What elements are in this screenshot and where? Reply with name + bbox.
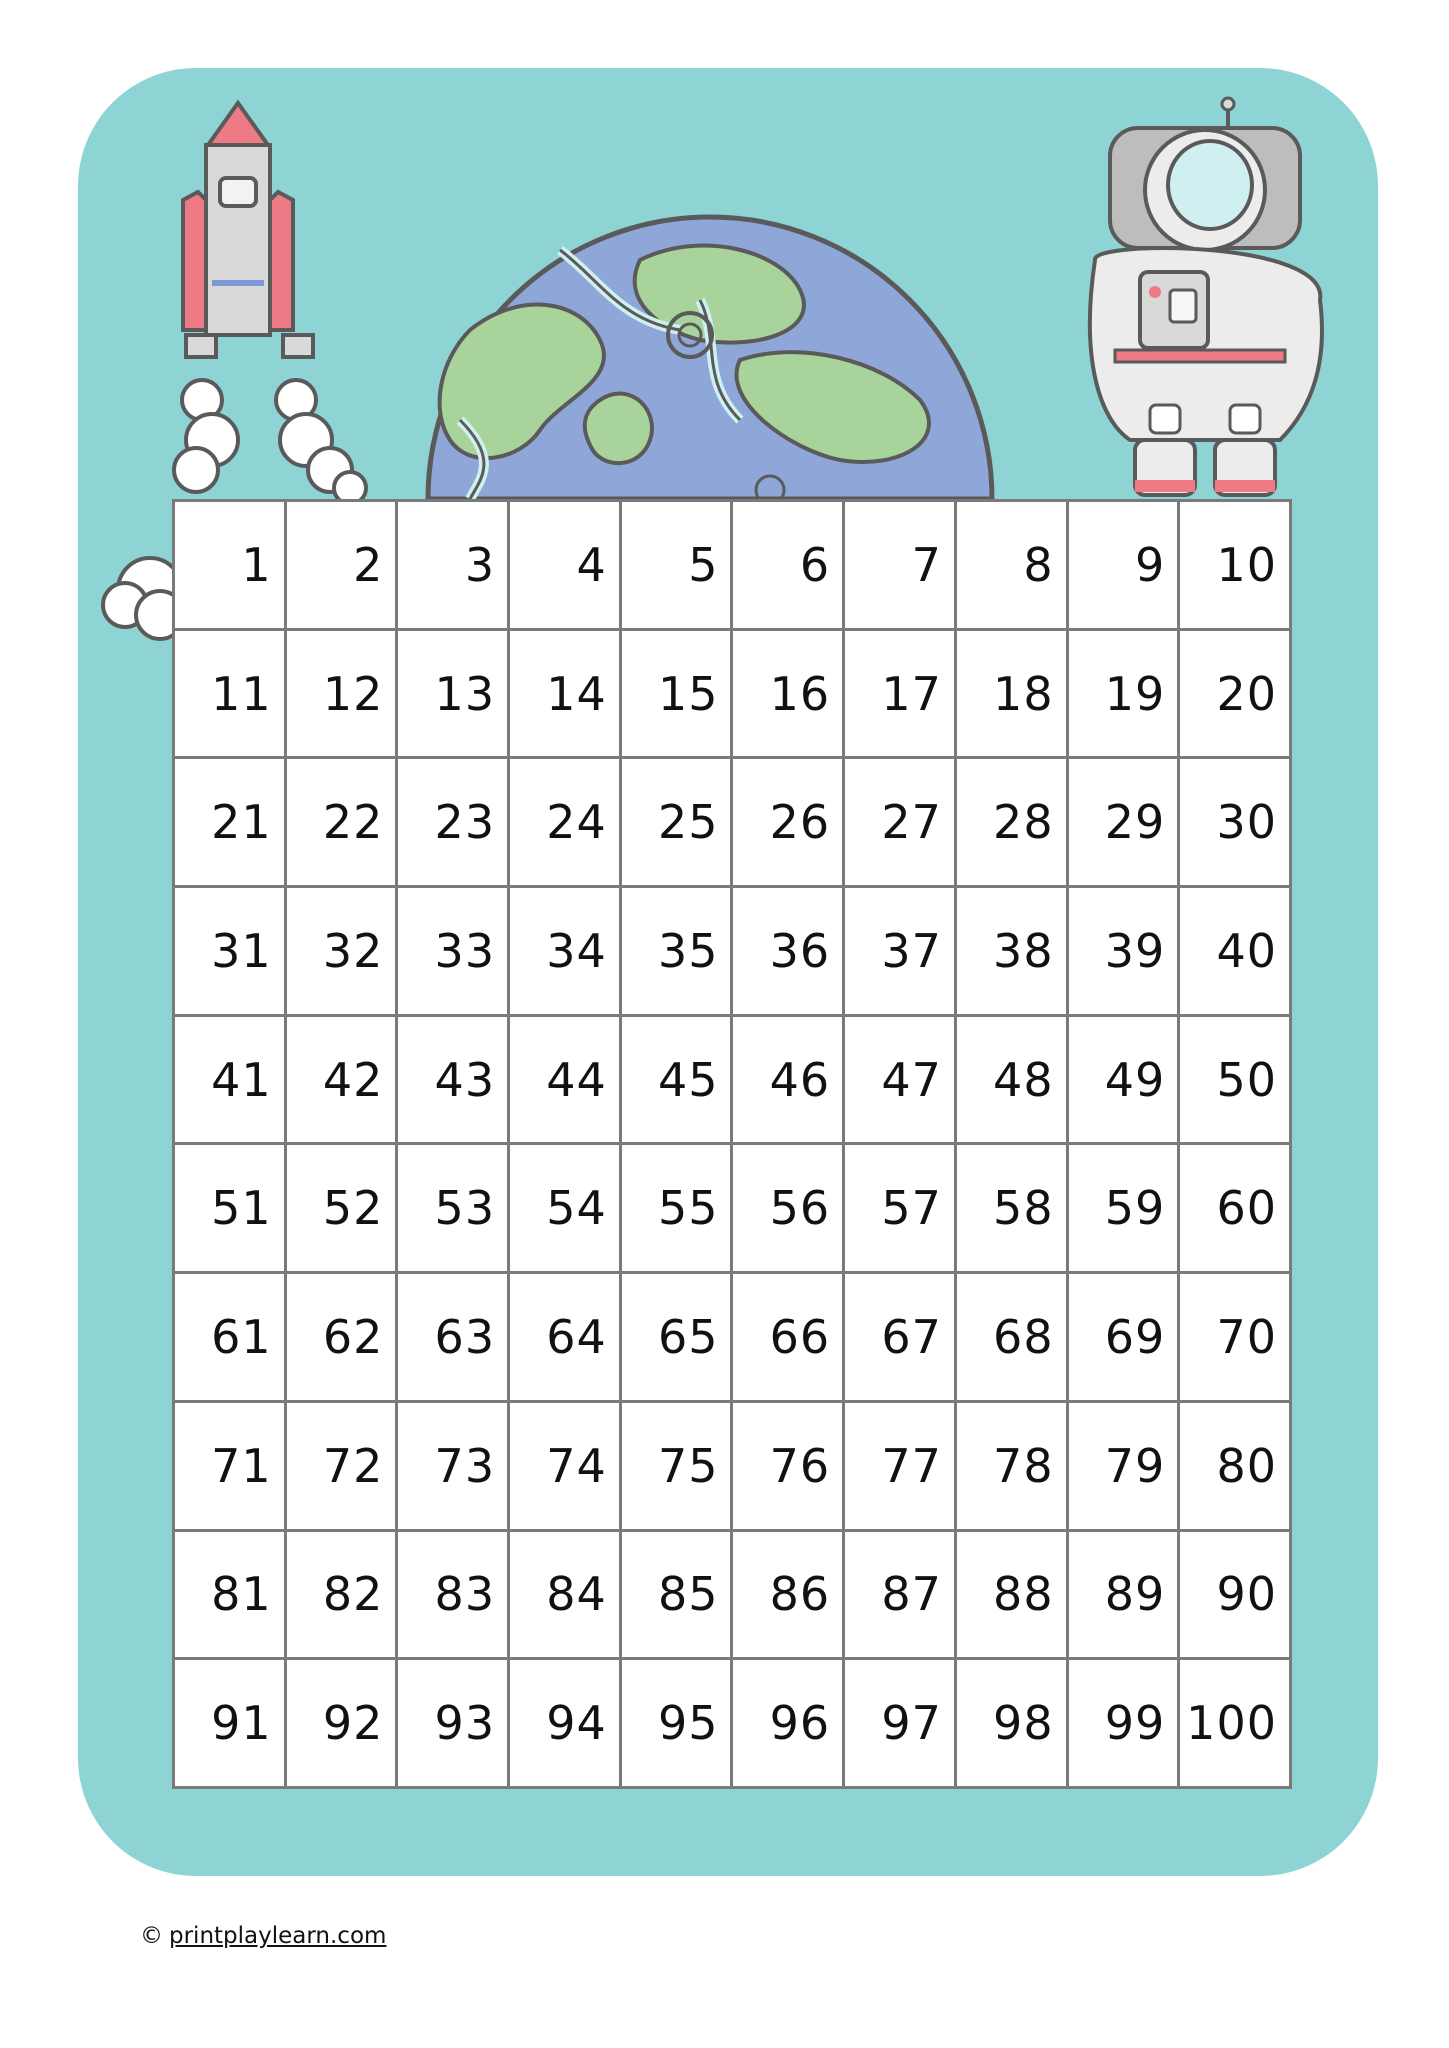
number-cell: 80	[1180, 1403, 1289, 1529]
number-cell: 70	[1180, 1274, 1289, 1400]
number-cell: 2	[287, 502, 396, 628]
number-cell: 46	[733, 1017, 842, 1143]
number-cell: 93	[398, 1660, 507, 1786]
number-cell: 44	[510, 1017, 619, 1143]
number-cell: 52	[287, 1145, 396, 1271]
number-cell: 60	[1180, 1145, 1289, 1271]
number-cell: 55	[622, 1145, 731, 1271]
number-cell: 98	[957, 1660, 1066, 1786]
number-cell: 66	[733, 1274, 842, 1400]
number-cell: 81	[175, 1532, 284, 1658]
number-cell: 84	[510, 1532, 619, 1658]
number-cell: 53	[398, 1145, 507, 1271]
number-cell: 25	[622, 759, 731, 885]
number-cell: 13	[398, 631, 507, 757]
number-cell: 59	[1069, 1145, 1178, 1271]
number-cell: 42	[287, 1017, 396, 1143]
number-cell: 17	[845, 631, 954, 757]
number-cell: 40	[1180, 888, 1289, 1014]
number-cell: 8	[957, 502, 1066, 628]
number-cell: 5	[622, 502, 731, 628]
number-cell: 63	[398, 1274, 507, 1400]
number-cell: 29	[1069, 759, 1178, 885]
number-cell: 100	[1180, 1660, 1289, 1786]
number-cell: 39	[1069, 888, 1178, 1014]
number-cell: 57	[845, 1145, 954, 1271]
number-cell: 71	[175, 1403, 284, 1529]
number-cell: 33	[398, 888, 507, 1014]
number-cell: 41	[175, 1017, 284, 1143]
number-cell: 19	[1069, 631, 1178, 757]
number-cell: 69	[1069, 1274, 1178, 1400]
number-cell: 91	[175, 1660, 284, 1786]
number-cell: 7	[845, 502, 954, 628]
number-cell: 22	[287, 759, 396, 885]
number-cell: 51	[175, 1145, 284, 1271]
number-cell: 83	[398, 1532, 507, 1658]
number-cell: 73	[398, 1403, 507, 1529]
number-cell: 99	[1069, 1660, 1178, 1786]
number-cell: 92	[287, 1660, 396, 1786]
number-cell: 64	[510, 1274, 619, 1400]
number-cell: 21	[175, 759, 284, 885]
number-cell: 75	[622, 1403, 731, 1529]
number-cell: 79	[1069, 1403, 1178, 1529]
number-cell: 56	[733, 1145, 842, 1271]
number-cell: 96	[733, 1660, 842, 1786]
number-cell: 35	[622, 888, 731, 1014]
number-cell: 61	[175, 1274, 284, 1400]
number-cell: 23	[398, 759, 507, 885]
number-cell: 74	[510, 1403, 619, 1529]
number-cell: 30	[1180, 759, 1289, 885]
number-cell: 82	[287, 1532, 396, 1658]
number-cell: 78	[957, 1403, 1066, 1529]
number-cell: 72	[287, 1403, 396, 1529]
number-cell: 3	[398, 502, 507, 628]
number-cell: 6	[733, 502, 842, 628]
number-cell: 27	[845, 759, 954, 885]
number-cell: 97	[845, 1660, 954, 1786]
number-cell: 47	[845, 1017, 954, 1143]
number-cell: 48	[957, 1017, 1066, 1143]
number-cell: 85	[622, 1532, 731, 1658]
number-cell: 16	[733, 631, 842, 757]
number-cell: 31	[175, 888, 284, 1014]
number-cell: 15	[622, 631, 731, 757]
number-cell: 28	[957, 759, 1066, 885]
number-cell: 94	[510, 1660, 619, 1786]
number-cell: 4	[510, 502, 619, 628]
number-cell: 89	[1069, 1532, 1178, 1658]
number-cell: 34	[510, 888, 619, 1014]
number-cell: 18	[957, 631, 1066, 757]
number-cell: 54	[510, 1145, 619, 1271]
number-cell: 36	[733, 888, 842, 1014]
number-cell: 11	[175, 631, 284, 757]
number-cell: 20	[1180, 631, 1289, 757]
site-link[interactable]: printplaylearn.com	[169, 1923, 387, 1949]
number-cell: 12	[287, 631, 396, 757]
number-cell: 95	[622, 1660, 731, 1786]
number-cell: 14	[510, 631, 619, 757]
number-cell: 86	[733, 1532, 842, 1658]
number-cell: 45	[622, 1017, 731, 1143]
number-cell: 62	[287, 1274, 396, 1400]
number-cell: 88	[957, 1532, 1066, 1658]
number-cell: 50	[1180, 1017, 1289, 1143]
number-cell: 26	[733, 759, 842, 885]
footer-credit	[140, 1923, 386, 1949]
number-cell: 24	[510, 759, 619, 885]
number-cell: 90	[1180, 1532, 1289, 1658]
number-cell: 10	[1180, 502, 1289, 628]
number-cell: 32	[287, 888, 396, 1014]
number-cell: 87	[845, 1532, 954, 1658]
copyright-symbol: ©	[140, 1923, 163, 1949]
number-cell: 67	[845, 1274, 954, 1400]
number-cell: 65	[622, 1274, 731, 1400]
number-cell: 77	[845, 1403, 954, 1529]
number-cell: 37	[845, 888, 954, 1014]
number-cell: 38	[957, 888, 1066, 1014]
number-cell: 1	[175, 502, 284, 628]
number-cell: 9	[1069, 502, 1178, 628]
hundred-chart-grid	[172, 499, 1292, 1789]
number-cell: 58	[957, 1145, 1066, 1271]
number-cell: 43	[398, 1017, 507, 1143]
number-cell: 76	[733, 1403, 842, 1529]
number-cell: 49	[1069, 1017, 1178, 1143]
number-cell: 68	[957, 1274, 1066, 1400]
